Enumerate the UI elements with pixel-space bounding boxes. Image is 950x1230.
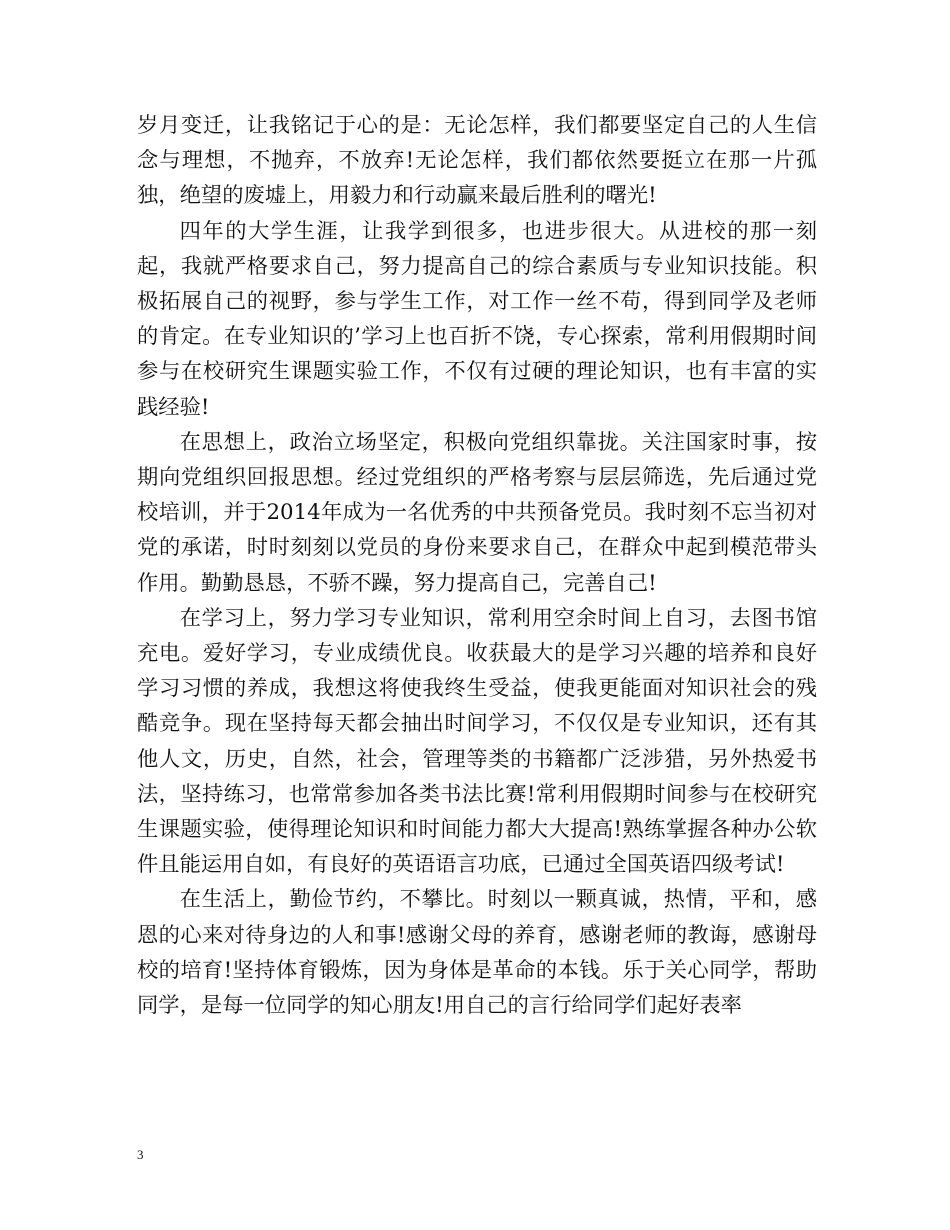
paragraph-ideology: 在思想上，政治立场坚定，积极向党组织靠拢。关注国家时事，按期向党组织回报思想。经过党组织的严格考察与层层筛选，先后通过党校培训，并于2014年成为一名优秀的中共预备党员。我时刻不忘当初对党的承诺，时时刻刻以党员的身份来要求自己，在群众中起到模范带头作用。勤勤恳恳，不骄不躁，努力提高自己，完善自己! bbox=[137, 429, 817, 596]
paragraph-life: 在生活上，勤俭节约，不攀比。时刻以一颗真诚，热情，平和，感恩的心来对待身边的人和事!感谢父母的养育，感谢老师的教诲，感谢母校的培育!坚持体育锻炼，因为身体是革命的本钱。乐于关心同学，帮助同学，是每一位同学的知心朋友!用自己的言行给同学们起好表率 bbox=[137, 887, 817, 1019]
page-number: 3 bbox=[137, 1147, 144, 1162]
paragraph-university-life: 四年的大学生涯，让我学到很多，也进步很大。从进校的那一刻起，我就严格要求自己，努力提高自己的综合素质与专业知识技能。积极拓展自己的视野，参与学生工作，对工作一丝不苟，得到同学及老师的肯定。在专业知识的’学习上也百折不饶，专心探索，常利用假期时间参与在校研究生课题实验工作，不仅有过硬的理论知识，也有丰富的实践经验! bbox=[137, 218, 817, 420]
document-body bbox=[137, 108, 817, 1023]
paragraph-study: 在学习上，努力学习专业知识，常利用空余时间上自习，去图书馆充电。爱好学习，专业成绩优良。收获最大的是学习兴趣的培养和良好学习习惯的养成，我想这将使我终生受益，使我更能面对知识社会的残酷竞争。现在坚持每天都会抽出时间学习，不仅仅是专业知识，还有其他人文，历史，自然，社会，管理等类的书籍都广泛涉猎，另外热爱书法，坚持练习，也常常参加各类书法比赛!常利用假期时间参与在校研究生课题实验，使得理论知识和时间能力都大大提高!熟练掌握各种办公软件且能运用自如，有良好的英语语言功底，已通过全国英语四级考试! bbox=[137, 605, 817, 878]
paragraph-intro: 岁月变迁，让我铭记于心的是：无论怎样，我们都要坚定自己的人生信念与理想，不抛弃，不放弃!无论怎样，我们都依然要挺立在那一片孤独，绝望的废墟上，用毅力和行动赢来最后胜利的曙光! bbox=[137, 113, 817, 209]
